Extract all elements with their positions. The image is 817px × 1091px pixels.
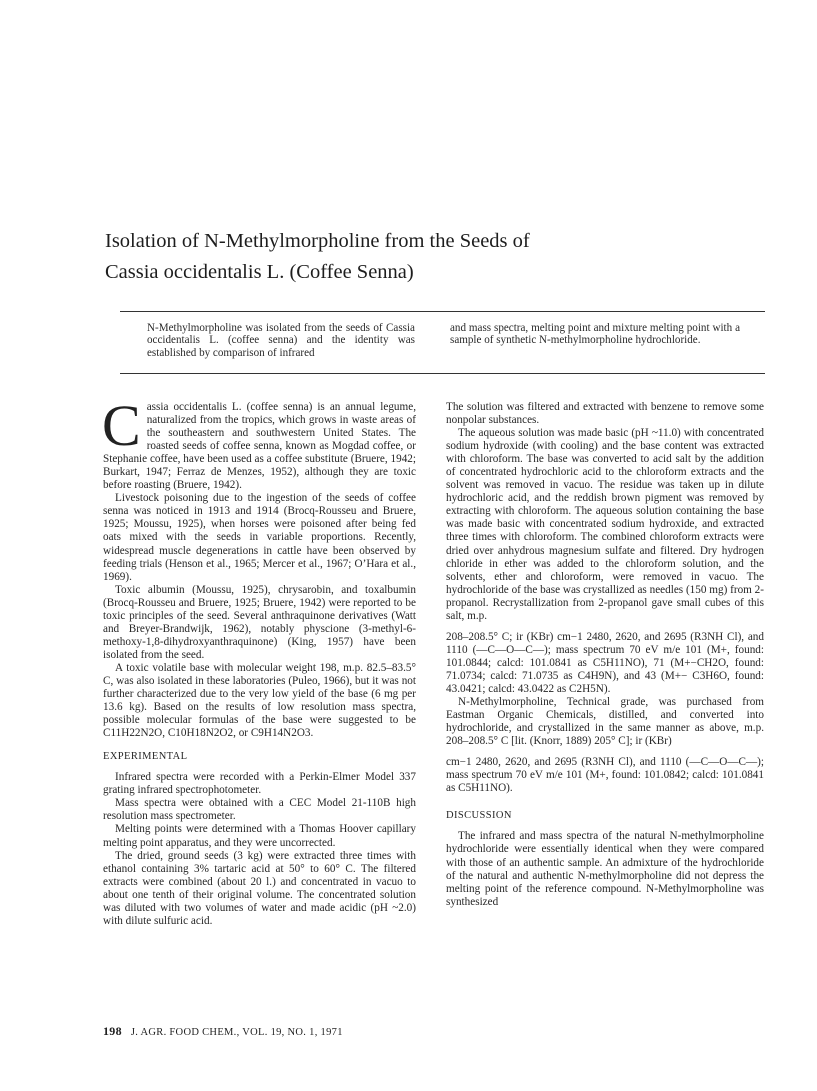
intro-paragraph [102,393,416,492]
right-column [446,401,764,909]
paragraph: Melting points were determined with a Thomas Hoover capillary melting point apparatus, and they were uncorrected. [103,823,416,849]
abstract-left: N-Methylmorpholine was isolated from the seeds of Cassia occidentalis L. (coffee senna) and the identity was established by comparison of infrared [147,322,415,359]
discussion-heading: DISCUSSION [446,810,512,822]
page-title-line-1: Isolation of N-Methylmorpholine from the Seeds of [105,230,530,252]
intro-text: assia occidentalis L. (coffee senna) is an annual legume, naturalized from the tropics, which grows in waste areas of the southeastern and southwestern United States. The roasted seeds of coffee senna, known as Mogdad coffee, or Stephanie coffee, have been used as a coffee substitute (Bruere, 1942; Burkart, 1947; Ferraz de Menzes, 1952), although they are toxic before roasting (Bruere, 1942). [103,401,416,492]
drop-cap: C [102,393,141,458]
paragraph: N-Methylmorpholine, Technical grade, was purchased from Eastman Organic Chemicals, distilled, and converted into hydrochloride, and crystallized in the same manner as above, m.p. 208–208.5° C [lit. (Knorr, 1889) 205° C]; ir (KBr) [446,696,764,748]
spectral-data: cm−1 2480, 2620, and 2695 (R3NH Cl), and 1110 (—C—O—C—); mass spectrum 70 eV m/e 101 (M+, found: 101.0842; calcd: 101.0841 as C5H11NO). [446,756,764,795]
abstract-right: and mass spectra, melting point and mixture melting point with a sample of synthetic N-methylmorpholine hydrochloride. [450,322,740,347]
left-column [102,393,416,928]
paragraph: Toxic albumin (Moussu, 1925), chrysarobin, and toxalbumin (Brocq-Rousseu and Bruere, 1925; Bruere, 1942) were reported to be toxic principles of the seed. Several anthraquinone derivatives (Watt and Breyer-Brandwijk, 1962), notably physcione (3-methyl-6-methoxy-1,8-dihydroxyanthraquinone) (King, 1957) have been isolated from the seed. [103,583,416,661]
abstract-top-rule [120,311,765,312]
page-footer [103,1024,343,1039]
paragraph: The aqueous solution was made basic (pH ~11.0) with concentrated sodium hydroxide (with cooling) and the base content was extracted with chloroform. The base was converted to acid salt by the addition of concentrated hydrochloric acid to the chloroform extracts and the solvent was removed in vacuo. The residue was taken up in dilute hydrochloric acid, and the reddish brown pigment was removed by extracting with chloroform. The aqueous solution containing the base was made basic with concentrated sodium hydroxide, and extracted three times with chloroform. The combined chloroform extracts were dried over anhydrous magnesium sulfate and filtered. Dry hydrogen chloride in ether was added to the chloroform solution, and the solvents, ether and chloroform, were removed in vacuo. The hydrochloride of the base was crystallized as needles (150 mg) from 2-propanol. Recrystallization from 2-propanol gave small cubes of this salt, m.p. [446,427,764,622]
spectral-data: 208–208.5° C; ir (KBr) cm−1 2480, 2620, and 2695 (R3NH Cl), and 1110 (—C—O—C—); mass spectrum 70 eV m/e 101 (M+, found: 101.0844; calcd: 101.0841 as C5H11NO), 71 (M+−CH2O, found: 71.0734; calcd: 71.0735 as C4H9N), and 43 (M+− C3H6O, found: 43.0421; calcd: 43.0422 as C2H5N). [446,630,764,695]
paragraph: Mass spectra were obtained with a CEC Model 21-110B high resolution mass spectrometer. [103,797,416,823]
journal-citation: J. AGR. FOOD CHEM., VOL. 19, NO. 1, 1971 [130,1027,343,1038]
paragraph: The infrared and mass spectra of the natural N-methylmorpholine hydrochloride were essentially identical when they were compared with those of an authentic sample. An admixture of the hydrochloride of the natural and authentic N-methylmorpholine did not depress the melting point of the reference compound. N-Methylmorpholine was synthesized [446,830,764,908]
paragraph: Infrared spectra were recorded with a Perkin-Elmer Model 337 grating infrared spectrophotometer. [103,771,416,797]
paragraph: A toxic volatile base with molecular weight 198, m.p. 82.5–83.5° C, was also isolated in these laboratories (Puleo, 1966), but it was not further characterized due to the very low yield of the base (6 mg per 13.6 kg). Based on the results of low resolution mass spectra, possible molecular formulas of the base were suggested to be C11H22N2O, C10H18N2O2, or C9H14N2O3. [103,661,416,740]
abstract-bottom-rule [120,373,765,374]
page-title-line-2: Cassia occidentalis L. (Coffee Senna) [105,261,414,283]
paragraph: Livestock poisoning due to the ingestion of the seeds of coffee senna was noticed in 1913 and 1914 (Brocq-Rousseu and Bruere, 1925; Moussu, 1925), when horses were poisoned after being fed oats mixed with the seeds in variable proportions. Recently, widespread muscle degenerations in cattle have been observed by feeding trials (Henson et al., 1965; Mercer et al., 1967; O’Hara et al., 1969). [103,492,416,583]
paragraph: The dried, ground seeds (3 kg) were extracted three times with ethanol containing 3% tartaric acid at 50° to 60° C. The filtered extracts were combined (about 20 l.) and concentrated in vacuo to about one tenth of their original volume. The concentrated solution was diluted with two volumes of water and made acidic (pH ~2.0) with dilute sulfuric acid. [103,849,416,927]
paragraph: The solution was filtered and extracted with benzene to remove some nonpolar substances. [446,401,764,427]
experimental-heading: EXPERIMENTAL [103,751,188,763]
page-number: 198 [103,1024,122,1038]
